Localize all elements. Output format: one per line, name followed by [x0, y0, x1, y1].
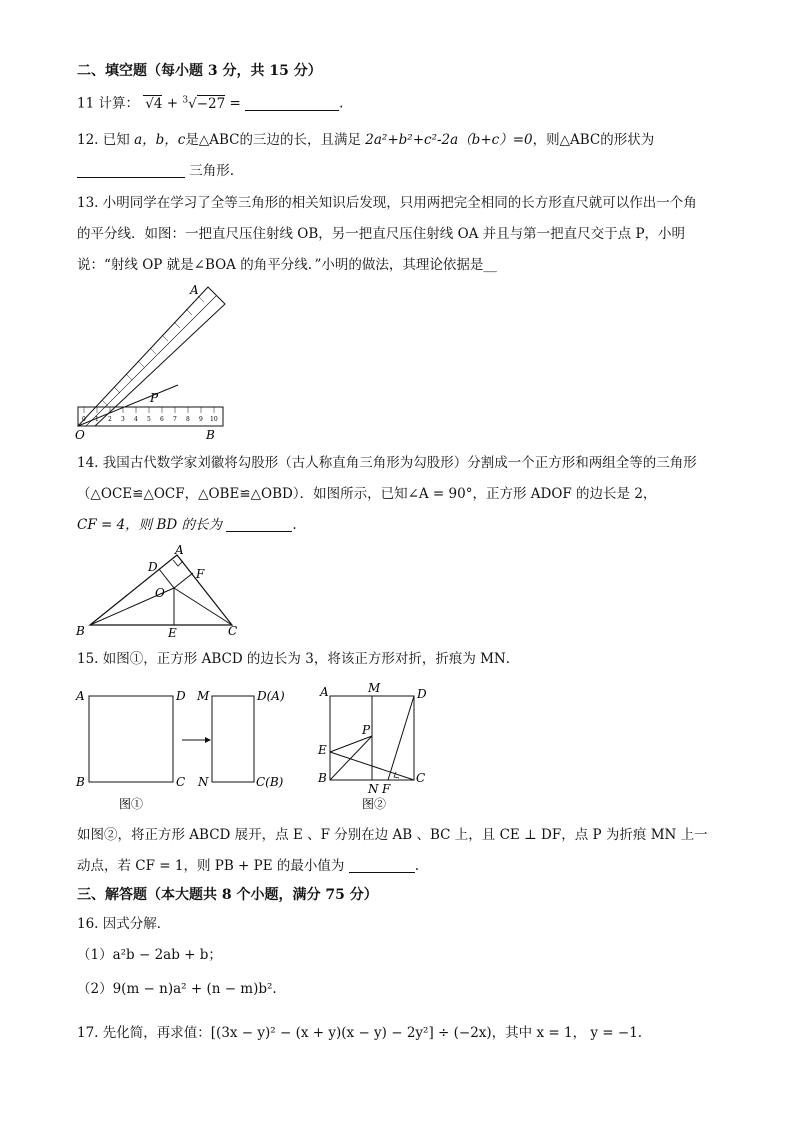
label-m: M	[197, 689, 210, 703]
label-c: C	[416, 771, 426, 785]
q12-vars: a，b，c	[134, 132, 186, 148]
segment-pe	[330, 736, 372, 752]
q12-answer-blank	[77, 163, 185, 178]
q11-cbrt: $^3$√−27	[182, 95, 226, 112]
label-a: A	[320, 685, 329, 699]
q15-line3	[77, 857, 419, 875]
q14-end: .	[292, 517, 297, 533]
segment-oc	[174, 588, 232, 625]
label-n: N	[368, 782, 379, 796]
svg-text:8: 8	[186, 416, 190, 423]
q17-number: 17.	[77, 1025, 99, 1041]
q14-text-1: 我国古代数学家刘徽将勾股形（古人称直角三角形为勾股形）分割成一个正方形和两组全等的三角形	[102, 455, 697, 471]
square-abcd	[89, 696, 173, 782]
question-11	[77, 91, 343, 113]
q11-plus: +	[166, 95, 179, 112]
q15-figure-2	[310, 680, 450, 815]
q13-line3: 说：“射线 OP 就是∠BOA 的角平分线．”小明的做法，其理论依据是__	[77, 257, 497, 273]
q14-line2: （△OCE≌△OCF，△OBE≌△OBD）．如图所示，已知∠A = 90°，正方形 ADOF 的边长是 2，	[77, 486, 657, 502]
q13-number: 13.	[77, 195, 99, 211]
svg-text:5: 5	[147, 416, 151, 423]
svg-text:0: 0	[82, 416, 86, 423]
q12-number: 12.	[77, 132, 99, 148]
svg-text:10: 10	[210, 416, 218, 423]
q12-text-c: ，则△ABC的形状为	[532, 132, 655, 148]
q16-text: 因式分解．	[102, 916, 171, 932]
q11-end: .	[339, 95, 344, 112]
folded-rectangle	[212, 696, 254, 782]
slanted-ruler	[78, 287, 225, 426]
q15-line1	[77, 650, 519, 668]
q11-number: 11	[77, 95, 95, 112]
q16-number: 16.	[77, 916, 99, 932]
question-12-line2	[77, 162, 234, 180]
label-e: E	[168, 626, 177, 640]
q12-text-b: 是△ABC的三边的长，且满足	[185, 132, 361, 148]
caption-figure-1: 图①	[119, 797, 144, 811]
segment-pb	[330, 736, 372, 780]
q16-part-1: （1）a²b − 2ab + b；	[77, 947, 222, 963]
label-c: C	[176, 775, 186, 789]
label-o: O	[75, 428, 85, 442]
q11-sqrt: √4	[145, 95, 163, 112]
q11-prefix: 计算：	[98, 95, 139, 112]
q15-number: 15.	[77, 651, 99, 667]
q12-line2-end: 三角形.	[189, 163, 235, 179]
svg-text:3: 3	[121, 416, 125, 423]
caption-figure-2: 图②	[362, 797, 387, 811]
segment-df	[388, 696, 414, 780]
label-n: N	[198, 775, 209, 789]
label-b: B	[206, 428, 215, 442]
q15-figure-1	[72, 680, 302, 815]
label-a: A	[76, 689, 85, 703]
q14-number: 14.	[77, 455, 99, 471]
q15-text-1: 如图①，正方形 ABCD 的边长为 3，将该正方形对折，折痕为 MN．	[102, 651, 520, 667]
label-m: M	[368, 681, 381, 695]
question-12-line1	[77, 131, 654, 149]
label-d: D	[417, 687, 427, 701]
svg-text:2: 2	[108, 416, 112, 423]
slanted-ruler-ticks	[102, 296, 204, 406]
q13-ruler-figure	[72, 282, 232, 442]
q11-answer-blank	[245, 96, 339, 111]
fold-arrow-icon	[205, 737, 211, 743]
label-b: B	[318, 771, 327, 785]
q15-end: .	[414, 858, 419, 874]
horizontal-ruler-ticks	[84, 407, 214, 413]
q15-text-3: 动点，若 CF = 1，则 PB + PE 的最小值为	[77, 858, 345, 874]
section-3-title: 三、解答题（本大题共 8 个小题，满分 75 分）	[77, 887, 378, 903]
label-o: O	[155, 586, 165, 600]
q15-answer-blank	[349, 858, 415, 873]
q14-answer-blank	[226, 517, 292, 532]
label-c-b: C(B)	[256, 775, 284, 789]
svg-text:4: 4	[134, 416, 138, 423]
q14-line1	[77, 454, 697, 472]
q13-text-1: 小明同学在学习了全等三角形的相关知识后发现，只用两把完全相同的长方形直尺就可以作出一个角	[102, 195, 697, 211]
label-b: B	[76, 775, 85, 789]
label-f: F	[382, 782, 391, 796]
label-f: F	[196, 567, 205, 581]
q16-part-2: （2）9(m − n)a² + (n − m)b².	[77, 981, 277, 997]
label-p: P	[362, 723, 371, 737]
q11-equals: =	[229, 95, 241, 112]
label-c: C	[228, 624, 238, 638]
q12-text-a: 已知	[102, 132, 130, 148]
q17-text: 先化简，再求值：[(3x − y)² − (x + y)(x − y) − 2y²] ÷ (−2x)，其中 x = 1， y = −1.	[102, 1025, 643, 1041]
q14-line3	[77, 516, 297, 534]
q13-line1	[77, 194, 697, 212]
label-a: A	[175, 543, 184, 557]
label-p: P	[150, 391, 159, 405]
q17-line	[77, 1024, 642, 1042]
label-d: D	[176, 689, 186, 703]
svg-text:1: 1	[95, 416, 99, 423]
q13-line2: 的平分线．如图：一把直尺压住射线 OB，另一把直尺压住射线 OA 并且与第一把直尺交于点 P，小明	[77, 226, 686, 242]
svg-text:9: 9	[199, 416, 203, 423]
label-e: E	[318, 743, 327, 757]
q16-intro	[77, 915, 170, 933]
label-b: B	[76, 624, 85, 638]
label-d-a: D(A)	[257, 689, 285, 703]
q15-line2: 如图②，将正方形 ABCD 展开，点 E 、F 分别在边 AB 、BC 上，且 CE ⊥ DF，点 P 为折痕 MN 上一	[77, 827, 708, 843]
section-2-title: 二、填空题（每小题 3 分，共 15 分）	[77, 63, 322, 79]
svg-text:7: 7	[173, 416, 177, 423]
label-d: D	[148, 560, 158, 574]
q12-equation: 2a²+b²+c²-2a（b+c）=0	[365, 132, 533, 148]
label-a: A	[190, 283, 199, 297]
q14-triangle-figure	[72, 540, 252, 640]
svg-text:6: 6	[160, 416, 164, 423]
q14-text-3: CF = 4，则 BD 的长为	[77, 517, 223, 533]
